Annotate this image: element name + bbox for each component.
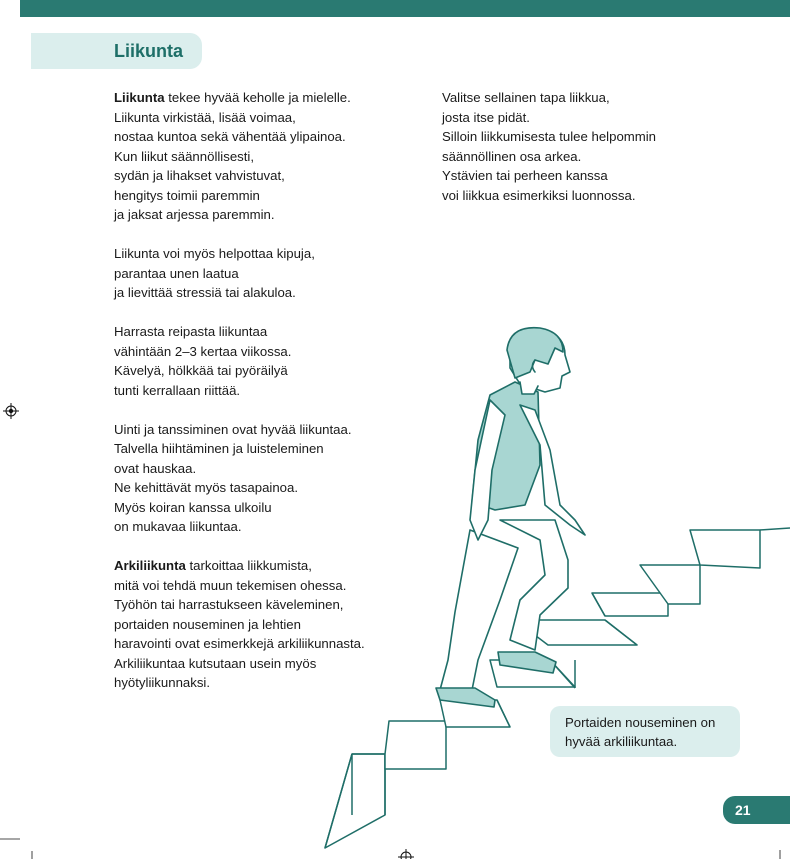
text-line: hyötyliikunnaksi. <box>114 675 211 690</box>
paragraph-liikunta <box>114 88 414 225</box>
registration-mark-icon <box>3 403 19 419</box>
top-color-band <box>20 0 790 17</box>
text-line: mitä voi tehdä muun tekemisen ohessa. <box>114 577 347 593</box>
text-line: vähintään 2–3 kertaa viikossa. <box>114 343 292 359</box>
registration-mark-icon <box>398 849 414 859</box>
page-title: Liikunta <box>114 41 184 61</box>
man-climbing-stairs-illustration <box>320 320 790 859</box>
text-line: voi liikkua esimerkiksi luonnossa. <box>442 187 636 203</box>
page-number: 21 <box>735 802 751 818</box>
text-line: haravointi ovat esimerkkejä arkiliikunnasta. <box>114 636 365 651</box>
caption-line: Portaiden nouseminen on <box>565 715 716 730</box>
text-line: Talvella hiihtäminen ja luisteleminen <box>114 441 324 456</box>
text-run: tarkoittaa liikkumista, <box>185 558 312 573</box>
text-line: parantaa unen laatua <box>114 265 239 281</box>
text-line: nostaa kuntoa sekä vähentää ylipainoa. <box>114 129 346 144</box>
right-text-column <box>442 88 742 225</box>
text-line: tunti kerrallaan riittää. <box>114 382 241 398</box>
text-line: Harrasta reipasta liikuntaa <box>114 324 268 339</box>
text-line: Valitse sellainen tapa liikkua, <box>442 90 610 105</box>
walking-man-figure <box>436 328 585 707</box>
text-line: josta itse pidät. <box>442 109 530 125</box>
text-run: tekee hyvää keholle ja mielelle. <box>164 90 351 105</box>
paragraph-choose-activity <box>442 88 742 205</box>
text-line: sydän ja lihakset vahvistuvat, <box>114 168 285 183</box>
text-line: Kävelyä, hölkkää tai pyöräilyä <box>114 363 288 378</box>
illustration-caption <box>550 706 740 757</box>
text-line: on mukavaa liikuntaa. <box>114 519 242 534</box>
text-line: Liikunta virkistää, lisää voimaa, <box>114 109 296 125</box>
text-line: Uinti ja tanssiminen ovat hyvää liikuntaa. <box>114 421 352 437</box>
text-line: säännöllinen osa arkea. <box>442 148 582 164</box>
text-line <box>114 88 414 108</box>
text-line: ovat hauskaa. <box>114 460 197 476</box>
text-line: Ne kehittävät myös tasapainoa. <box>114 480 298 495</box>
text-line: portaiden nouseminen ja lehtien <box>114 616 301 632</box>
crop-mark-icon <box>0 836 40 859</box>
bold-term: Liikunta <box>114 90 165 105</box>
crop-mark-icon <box>770 840 790 859</box>
text-line: Arkiliikuntaa kutsutaan usein myös <box>114 655 317 671</box>
text-line: Ystävien tai perheen kanssa <box>442 168 608 183</box>
text-line: Työhön tai harrastukseen käveleminen, <box>114 597 344 612</box>
page-number-tab <box>723 796 790 824</box>
text-line: hengitys toimii paremmin <box>114 187 260 203</box>
bold-term: Arkiliikunta <box>114 558 186 573</box>
text-line: Kun liikut säännöllisesti, <box>114 148 255 164</box>
text-line: ja lievittää stressiä tai alakuloa. <box>114 285 296 300</box>
text-line: Liikunta voi myös helpottaa kipuja, <box>114 246 315 261</box>
text-line: Myös koiran kanssa ulkoilu <box>114 499 272 515</box>
text-line: Silloin liikkumisesta tulee helpommin <box>442 129 657 144</box>
caption-line: hyvää arkiliikuntaa. <box>565 734 678 749</box>
text-line: ja jaksat arjessa paremmin. <box>114 207 275 222</box>
paragraph-benefits <box>114 244 414 303</box>
